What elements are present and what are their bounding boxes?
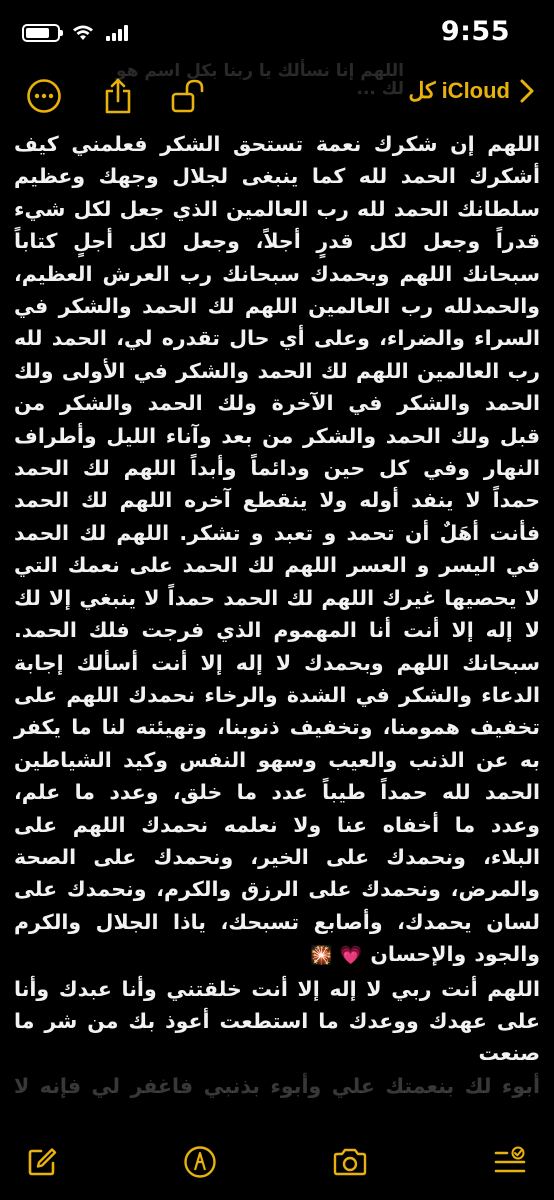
more-icon[interactable] <box>22 74 66 118</box>
scrolled-ghost-text: اللهم إنا نسألك يا ربنا بكل اسم هو لك ... <box>115 61 404 99</box>
chevron-left-icon <box>520 79 534 103</box>
wifi-icon <box>72 25 94 41</box>
camera-icon[interactable] <box>328 1140 372 1184</box>
note-emojis: 💗 🎇 <box>310 945 363 967</box>
status-bar <box>0 0 554 66</box>
signal-icon <box>106 25 128 41</box>
unlock-icon[interactable] <box>166 74 210 118</box>
checklist-icon[interactable] <box>488 1140 532 1184</box>
markup-icon[interactable] <box>178 1140 222 1184</box>
note-body[interactable] <box>14 128 540 1098</box>
note-faded-line: أبوء لك بنعمتك علي وأبوء بذنبي فاغفر لي فإنه لا <box>14 1073 540 1098</box>
compose-icon[interactable] <box>20 1140 64 1184</box>
notes-nav-bar <box>0 72 554 120</box>
status-time: 9:55 <box>440 16 510 47</box>
share-icon[interactable] <box>96 74 140 118</box>
back-button[interactable] <box>408 78 534 104</box>
note-paragraph: اللهم أنت ربي لا إله إلا أنت خلقتني وأنا عبدك وأنا على عهدك ووعدك ما استطعت أعوذ بك من شر ما صنعت <box>14 976 540 1066</box>
back-label: كل iCloud <box>408 78 510 103</box>
note-paragraph <box>14 128 540 973</box>
note-paragraph-text: اللهم إن شكرك نعمة تستحق الشكر فعلمني كيف أشكرك الحمد لله كما ينبغى لجلال وجهك وعظيم سلطانك الحمد لله رب العالمين الذي جعل لكل شيء قدراً وجعل لكل قدرٍ أجلاً، وجعل لكل أجلٍ كتاباً سبحانك اللهم وبحمدك سبحانك رب العرش العظيم، والحمدلله رب العالمين اللهم لك الحمد والشكر في السراء والضراء، وعلى أي حال تقدره لي، الحمد لله رب العالمين اللهم لك الحمد والشكر في الأولى ولك الحمد والشكر في الآخرة ولك الحمد والشكر من قبل ولك الحمد والشكر من بعد وآناء الليل وأطراف النهار وفي كل حين ودائماً وأبداً اللهم لك الحمد حمداً لا ينفد أوله ولا ينقطع آخره اللهم لك الحمد فأنت أهَلٌ أن تحمد و تعبد و تشكر. اللهم لك الحمد في اليسر و العسر اللهم لك الحمد على نعمك التي لا يحصيها غيرك اللهم لك الحمد حمداً لا ينبغي إلا لك لا إله إلا أنت أنا المهموم الذي فرجت فلك الحمد. سبحانك اللهم وبحمدك لا إله إلا أنت أسألك إجابة الدعاء والشكر في الشدة والرخاء نحمدك اللهم على تخفيف همومنا، وتخفيف ذنوبنا، وتهيئته لنا ما يكفر به عن الذنب والعيب وسهو النفس وكيد الشياطين الحمد لله حمداً طيباً عدد ما خلق، وعدد ما علم، وعدد ما أخفاه عنا ولا نعلمه نحمدك اللهم على البلاء، ونحمدك على الخير، ونحمدك على الصحة والمرض، ونحمدك على الرزق والكرم، ونحمدك على لسان يحمدك، وأصابع تسبحك، ياذا الجلال والكرم والجود والإحسان <box>14 132 540 967</box>
battery-icon <box>22 24 60 42</box>
bottom-toolbar <box>0 1100 554 1200</box>
status-icons <box>22 24 128 42</box>
